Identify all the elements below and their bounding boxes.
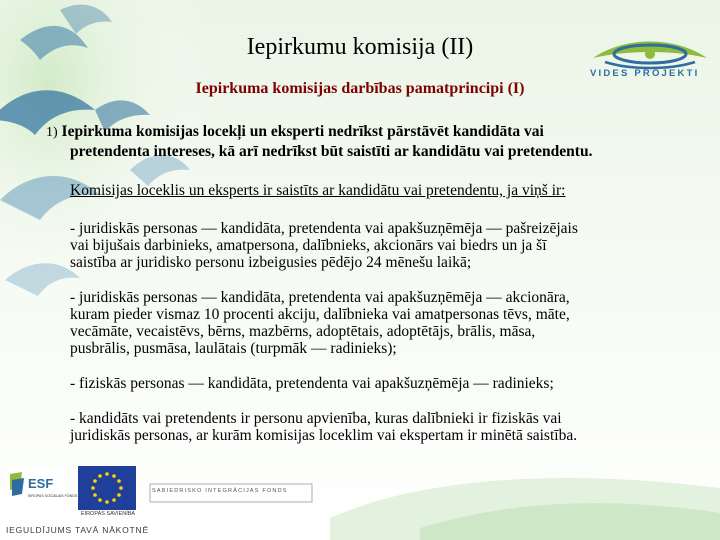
conditions-intro: Komisijas loceklis un eksperts ir saistīts ar kandidātu vai pretendentu, ja viņš ir:: [70, 182, 566, 199]
esf-logo-text: ESF: [28, 476, 54, 491]
integration-fund-text: SABIEDRISKO INTEGRĀCIJAS FONDS: [152, 488, 288, 494]
condition-line: - juridiskās personas — kandidāta, pretendenta vai apakšuzņēmēja — akcionāra,: [70, 289, 570, 306]
condition-item-3: [70, 375, 690, 392]
condition-line: - fiziskās personas — kandidāta, pretendenta vai apakšuzņēmēja — radinieks;: [70, 375, 554, 392]
condition-item-1: [70, 220, 690, 271]
page-subtitle: Iepirkuma komisijas darbības pamatprincipi (I): [195, 80, 525, 97]
condition-line: - kandidāts vai pretendents ir personu apvienība, kuras dalībnieki ir fiziskās vai: [70, 410, 562, 427]
condition-line: vecāmāte, vecaistēvs, bērns, mazbērns, adoptētais, adoptētājs, brālis, māsa,: [70, 323, 536, 340]
principle-line-1: Iepirkuma komisijas locekļi un eksperti nedrīkst pārstāvēt kandidāta vai: [61, 123, 544, 140]
esf-caption: EIROPAS SOCIĀLAIS FONDS: [28, 494, 78, 498]
page-title: Iepirkumu komisija (II): [246, 34, 474, 60]
condition-line: vai bijušais darbinieks, amatpersona, dalībnieks, akcionārs vai biedrs un ja šī: [70, 237, 547, 254]
condition-line: kuram pieder vismaz 10 procenti akciju, dalībnieka vai amatpersonas tēvs, māte,: [70, 306, 570, 323]
condition-line: saistība ar juridisko personu izbeigusies pēdējo 24 mēnešu laikā;: [70, 254, 472, 271]
condition-line: - juridiskās personas — kandidāta, pretendenta vai apakšuzņēmēja — pašreizējais: [70, 220, 578, 237]
principle-line-2: pretendenta intereses, kā arī nedrīkst būt saistīti ar kandidātu vai pretendentu.: [70, 143, 593, 160]
principle-number: 1): [46, 125, 58, 140]
condition-item-4: [70, 410, 690, 444]
footer-tagline: IEGULDĪJUMS TAVĀ NĀKOTNĒ: [6, 525, 149, 535]
principle-paragraph: [46, 122, 696, 161]
condition-line: juridiskās personas, ar kurām komisijas loceklim vai ekspertam ir minētā saistība.: [70, 427, 578, 444]
eu-flag-icon: [78, 466, 136, 510]
logo-text: VIDES PROJEKTI: [590, 68, 700, 79]
condition-item-2: [70, 289, 690, 357]
eu-caption: EIROPAS SAVIENĪBA: [80, 511, 136, 517]
condition-line: pusbrālis, pusmāsa, laulātais (turpmāk — radinieks);: [70, 340, 397, 357]
esf-logo-icon: [6, 468, 78, 508]
